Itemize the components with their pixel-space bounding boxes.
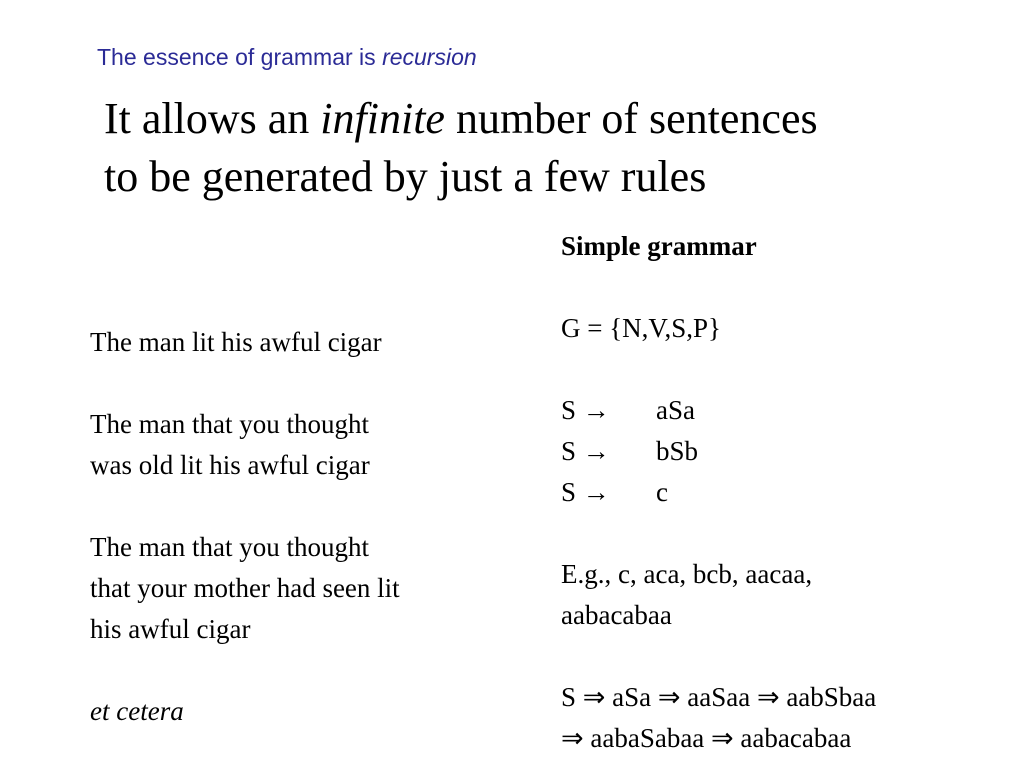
spacer <box>561 636 1001 677</box>
grammar-panel <box>561 226 1001 759</box>
example-sentence-1: The man lit his awful cigar <box>90 327 382 357</box>
rule-lhs: S → <box>561 436 610 466</box>
example-sentence-2-line-1: The man that you thought <box>90 409 369 439</box>
example-sentence-3-line-3: his awful cigar <box>90 614 251 644</box>
spacer <box>90 363 510 404</box>
grammar-rule-1 <box>561 390 1001 431</box>
et-cetera-text: et cetera <box>90 696 184 726</box>
kicker-emphasis: recursion <box>382 44 477 70</box>
grammar-rule-3 <box>561 472 1001 513</box>
example-strings-line-2: aabacabaa <box>561 600 672 630</box>
slide-kicker <box>97 44 477 71</box>
title-line-1-start: It allows an <box>104 94 321 143</box>
spacer <box>90 650 510 691</box>
spacer <box>561 513 1001 554</box>
example-sentence-3-line-2: that your mother had seen lit <box>90 573 400 603</box>
grammar-definition: G = {N,V,S,P} <box>561 313 721 343</box>
example-sentences <box>90 322 510 732</box>
spacer <box>561 349 1001 390</box>
title-line-1 <box>104 90 1004 148</box>
rule-rhs: c <box>656 477 668 507</box>
spacer <box>90 486 510 527</box>
rule-rhs: bSb <box>656 436 699 466</box>
title-line-1-end: number of sentences <box>444 94 818 143</box>
rule-lhs: S → <box>561 395 610 425</box>
rule-lhs: S → <box>561 477 610 507</box>
kicker-text: The essence of grammar is <box>97 44 383 70</box>
derivation-line-1: S ⇒ aSa ⇒ aaSaa ⇒ aabSbaa <box>561 682 877 712</box>
derivation-line-2: ⇒ aabaSabaa ⇒ aabacabaa <box>561 723 852 753</box>
slide-title <box>104 90 1004 206</box>
example-sentence-3-line-1: The man that you thought <box>90 532 369 562</box>
example-sentence-2-line-2: was old lit his awful cigar <box>90 450 370 480</box>
grammar-heading-text: Simple grammar <box>561 231 757 261</box>
example-strings-line-1: E.g., c, aca, bcb, aacaa, <box>561 559 813 589</box>
grammar-rule-2 <box>561 431 1001 472</box>
et-cetera <box>90 691 510 732</box>
grammar-heading <box>561 226 1001 267</box>
title-emphasis: infinite <box>320 94 445 143</box>
rule-rhs: aSa <box>656 395 695 425</box>
spacer <box>561 267 1001 308</box>
title-line-2: to be generated by just a few rules <box>104 152 707 201</box>
